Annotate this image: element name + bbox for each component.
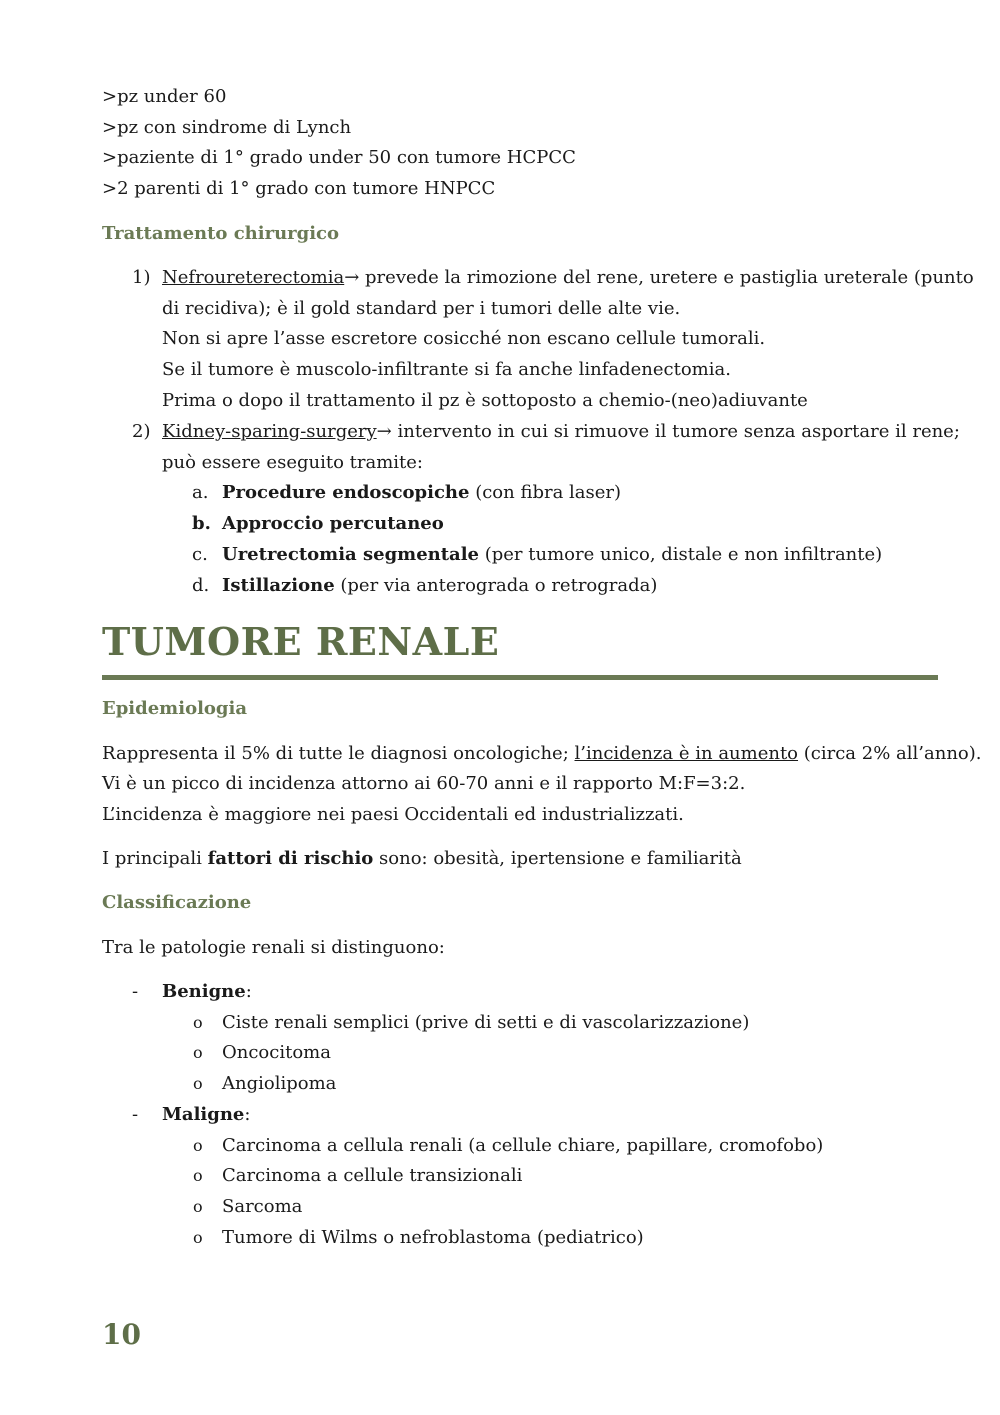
bold-term: fattori di rischio [207, 848, 374, 869]
section-heading-classificazione: Classificazione [102, 892, 252, 913]
circle-bullet-icon: o [193, 1043, 203, 1062]
intro-line: >paziente di 1° grado under 50 con tumore HCPCC [102, 147, 576, 168]
group-label [162, 1104, 250, 1126]
text: sono: obesità, ipertensione e familiarità [373, 848, 742, 869]
list-item-text [162, 267, 974, 289]
text: : [245, 981, 252, 1002]
dash-bullet: - [132, 1104, 139, 1125]
text: (circa 2% all’anno). [798, 743, 982, 764]
sub-list-letter: a. [192, 482, 209, 503]
sub-list-item [222, 482, 621, 504]
list-item: Carcinoma a cellule transizionali [222, 1165, 523, 1186]
circle-bullet-icon: o [193, 1136, 203, 1155]
circle-bullet-icon: o [193, 1013, 203, 1032]
list-item: Carcinoma a cellula renali (a cellule chiare, papillare, cromofobo) [222, 1135, 824, 1156]
sub-list-letter: d. [192, 575, 210, 596]
section-heading-epidemiologia: Epidemiologia [102, 698, 248, 719]
list-item: Sarcoma [222, 1196, 303, 1217]
text: (con fibra laser) [469, 482, 622, 503]
underlined-text: l’incidenza è in aumento [574, 743, 799, 764]
sub-list-letter: c. [192, 544, 208, 565]
sub-list-item [222, 513, 444, 535]
title-divider [102, 675, 938, 680]
text: prevede la rimozione del rene, uretere e pastiglia ureterale (punto [359, 267, 974, 288]
list-item: Angiolipoma [222, 1073, 337, 1094]
list-item: Tumore di Wilms o nefroblastoma (pediatrico) [222, 1227, 644, 1248]
term-nefroureterectomia: Nefroureterectomia [162, 267, 345, 288]
paragraph-line [102, 743, 982, 765]
text: (per tumore unico, distale e non infiltrante) [479, 544, 883, 565]
bold-term: Uretrectomia segmentale [222, 544, 480, 565]
list-item-text: di recidiva); è il gold standard per i tumori delle alte vie. [162, 298, 681, 319]
dash-bullet: - [132, 981, 139, 1002]
circle-bullet-icon: o [193, 1166, 203, 1185]
section-heading-trattamento: Trattamento chirurgico [102, 223, 340, 244]
term-kidney-sparing: Kidney-sparing-surgery [162, 421, 377, 442]
section-title: TUMORE RENALE [102, 619, 500, 664]
list-item-text: Se il tumore è muscolo-infiltrante si fa anche linfadenectomia. [162, 359, 731, 380]
intro-line: >pz under 60 [102, 86, 227, 107]
text: I principali [102, 848, 208, 869]
bold-term: Procedure endoscopiche [222, 482, 470, 503]
intro-line: >2 parenti di 1° grado con tumore HNPCC [102, 178, 496, 199]
list-item-text: può essere eseguito tramite: [162, 452, 423, 473]
paragraph-line: Vi è un picco di incidenza attorno ai 60-70 anni e il rapporto M:F=3:2. [102, 773, 746, 794]
sub-list-item [222, 575, 657, 597]
list-item: Ciste renali semplici (prive di setti e di vascolarizzazione) [222, 1012, 750, 1033]
text: (per via anterograda o retrograda) [334, 575, 658, 596]
intro-line: >pz con sindrome di Lynch [102, 117, 352, 138]
paragraph-line: L’incidenza è maggiore nei paesi Occidentali ed industrializzati. [102, 804, 684, 825]
paragraph-line: Tra le patologie renali si distinguono: [102, 937, 445, 958]
circle-bullet-icon: o [193, 1197, 203, 1216]
text: : [244, 1104, 251, 1125]
paragraph-line [102, 848, 742, 870]
page-number: 10 [102, 1318, 141, 1351]
list-number: 2) [132, 421, 151, 442]
list-item: Oncocitoma [222, 1042, 331, 1063]
bold-term: Benigne [162, 981, 246, 1002]
list-number: 1) [132, 267, 151, 288]
circle-bullet-icon: o [193, 1074, 203, 1093]
bold-term: Maligne [162, 1104, 245, 1125]
arrow-icon: → [376, 421, 392, 442]
text: intervento in cui si rimuove il tumore senza asportare il rene; [391, 421, 960, 442]
bold-term: Approccio percutaneo [222, 513, 444, 534]
bold-term: Istillazione [222, 575, 335, 596]
list-item-text [162, 421, 960, 443]
group-label [162, 981, 252, 1003]
list-item-text: Prima o dopo il trattamento il pz è sottoposto a chemio-(neo)adiuvante [162, 390, 808, 411]
list-item-text: Non si apre l’asse escretore cosicché non escano cellule tumorali. [162, 328, 766, 349]
circle-bullet-icon: o [193, 1228, 203, 1247]
sub-list-letter: b. [192, 513, 211, 534]
arrow-icon: → [344, 267, 360, 288]
text: Rappresenta il 5% di tutte le diagnosi oncologiche; [102, 743, 575, 764]
sub-list-item [222, 544, 882, 566]
